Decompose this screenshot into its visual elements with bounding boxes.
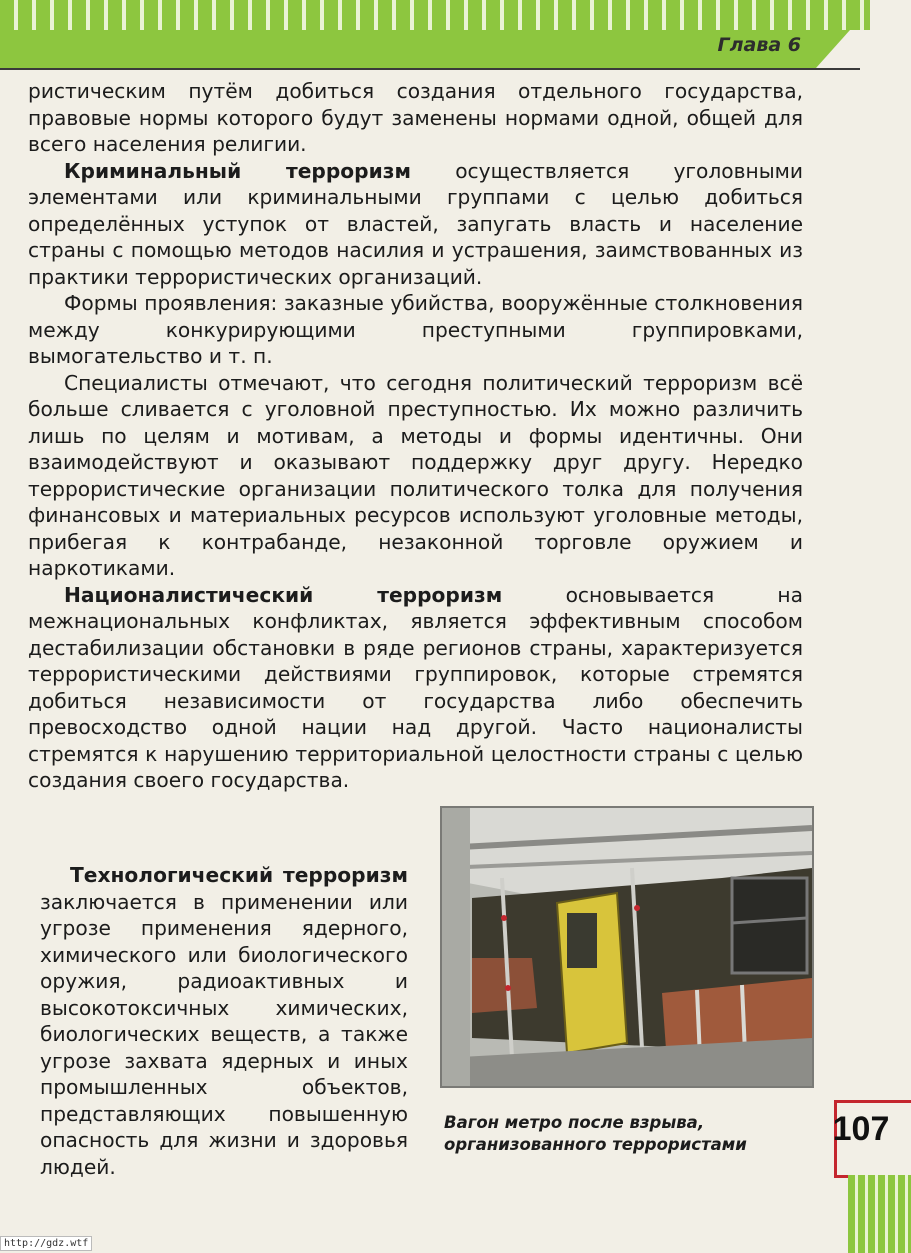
chapter-title: Глава 6 bbox=[717, 34, 801, 56]
figure-caption: Вагон метро после взрыва, организованного террористами bbox=[444, 1113, 747, 1154]
paragraph-1: ристическим путём добиться создания отдельного государства, правовые нормы которого будут заменены нормами одной, общей для всего населения религии. bbox=[28, 79, 803, 156]
wrap-column bbox=[40, 862, 408, 1180]
paragraph-3: Формы проявления: заказные убийства, вооружённые столкновения между конкурирующими преступными группировками, вымогательство и т. п. bbox=[28, 291, 803, 368]
subway-car-drawing bbox=[442, 808, 812, 1086]
main-text bbox=[28, 78, 803, 794]
page-number: 107 bbox=[832, 1110, 890, 1148]
paragraph-2 bbox=[28, 158, 803, 291]
paragraph-5 bbox=[28, 582, 803, 794]
paragraph-6 bbox=[40, 862, 408, 1180]
header-rule bbox=[0, 68, 860, 70]
paragraph-2-text: осуществляется уголовными элементами или криминальными группами с целью добиться определённых уступок от властей, запугать власть и население страны с помощью методов насилия и устрашения, заимствованных из практики террористических организаций. bbox=[28, 158, 804, 289]
paragraph-5-text: основывается на межнациональных конфликтах, является эффективным способом дестабилизации обстановки в ряде регионов страны, характеризуется террористическими действиями группировок, которые стремятся добиться независимости от государства либо обеспечить превосходство одной нации над другой. Часто националисты стремятся к нарушению территориальной целостности страны с целью создания своего государства. bbox=[28, 582, 803, 792]
header-stripes bbox=[0, 0, 870, 30]
footer-stripes bbox=[848, 1175, 911, 1253]
subway-car-illustration bbox=[440, 806, 814, 1088]
watermark-link[interactable]: http://gdz.wtf bbox=[0, 1236, 92, 1251]
term-technological-terrorism: Технологический терроризм bbox=[70, 863, 408, 887]
paragraph-6-text: заключается в применении или угрозе применения ядерного, химического или биологического оружия, радиоактивных и высокотоксичных химических, биологических веществ, а также угрозе захвата ядерных и иных промышленных объектов, представляющих повышенную опасность для жизни и здоровья людей. bbox=[40, 889, 408, 1179]
paragraph-4: Специалисты отмечают, что сегодня политический терроризм всё больше сливается с уголовной преступностью. Их можно различить лишь по целям и мотивам, а методы и формы идентичны. Они взаимодействуют и оказывают поддержку друг другу. Нередко террористические организации политического толка для получения финансовых и материальных ресурсов используют уголовные методы, прибегая к контрабанде, незаконной торговле оружием и наркотиками. bbox=[28, 370, 803, 580]
term-nationalist-terrorism: Националистический терроризм bbox=[64, 582, 503, 607]
term-criminal-terrorism: Криминальный терроризм bbox=[64, 158, 412, 183]
header-band bbox=[0, 0, 911, 68]
